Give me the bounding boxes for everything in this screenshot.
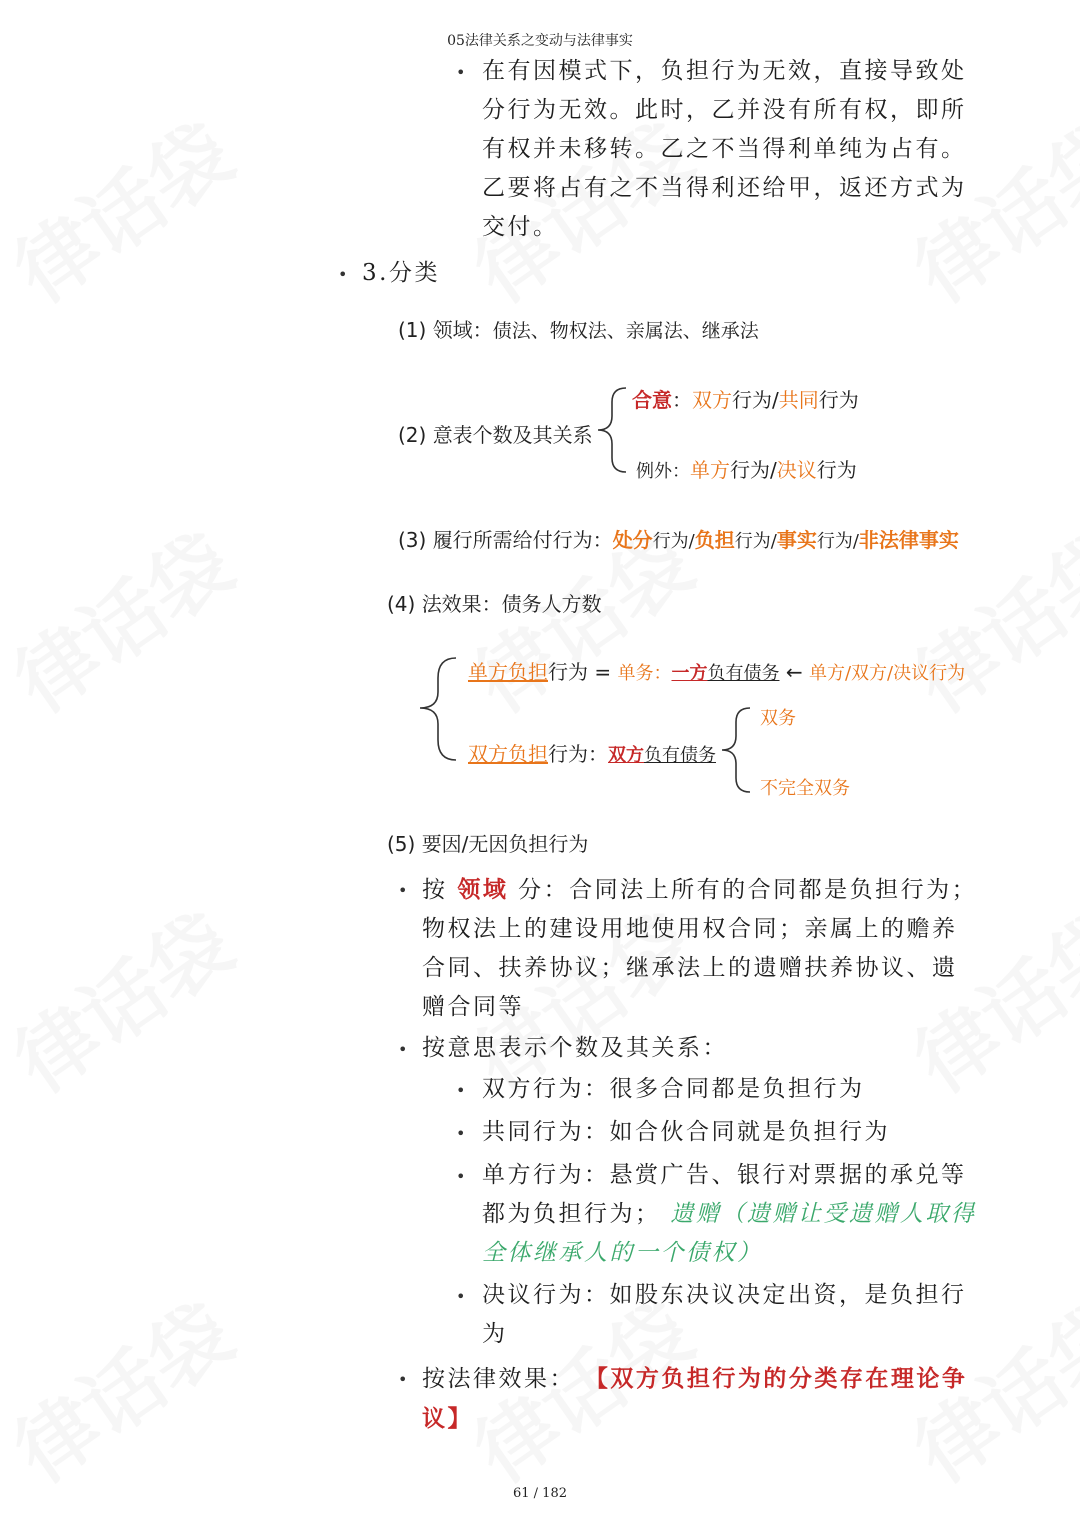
text-line: 有权并未移转。乙之不当得利单纯为占有。 bbox=[482, 136, 967, 162]
category-2-label: (2) 意表个数及其关系 bbox=[398, 423, 593, 447]
text-line: 交付。 bbox=[482, 214, 559, 240]
intent-title: 按意思表示个数及其关系： bbox=[422, 1035, 728, 1061]
keyword: 事实 bbox=[776, 528, 817, 552]
text-line bbox=[482, 1195, 976, 1234]
keyword: 共同 bbox=[778, 388, 819, 412]
keyword: 单方/双方/决议行为 bbox=[808, 663, 966, 684]
text-line bbox=[422, 870, 977, 910]
bullet-dot: • bbox=[456, 1124, 466, 1143]
intent-resolution bbox=[482, 1276, 967, 1354]
keyword: 双方 bbox=[608, 745, 644, 766]
bullet-dot: • bbox=[398, 1040, 408, 1059]
bullet-dot: • bbox=[398, 881, 408, 900]
keyword: 单方 bbox=[690, 458, 730, 482]
text: 行为 bbox=[818, 388, 859, 412]
text: 负有债务 bbox=[707, 663, 780, 684]
bullet-dot: • bbox=[338, 265, 348, 284]
text: 行为/ bbox=[652, 531, 695, 552]
text: 行为/ bbox=[730, 458, 777, 482]
text-line: 议】 bbox=[422, 1405, 473, 1432]
keyword: 非法律事实 bbox=[858, 528, 959, 552]
text-line bbox=[422, 1359, 967, 1399]
label: 例外： bbox=[636, 461, 690, 482]
keyword: 双方 bbox=[692, 388, 732, 412]
domain-paragraph bbox=[422, 870, 977, 1027]
text-line: 决议行为：如股东决议决定出资，是负担行 bbox=[482, 1282, 967, 1308]
bullet-dot: • bbox=[456, 1081, 466, 1100]
text: 分：合同法上所有的合同都是负担行为； bbox=[508, 877, 978, 903]
text-line: 分行为无效。此时，乙并没有所有权，即所 bbox=[482, 97, 967, 123]
text: 行为 = bbox=[548, 660, 618, 684]
text: 行为 bbox=[816, 458, 857, 482]
text: 都为负担行为； bbox=[482, 1201, 661, 1227]
effect-paragraph bbox=[422, 1359, 967, 1438]
keyword: 一方 bbox=[671, 663, 708, 684]
arrow-icon: ← bbox=[779, 660, 809, 684]
keyword: 双方负担 bbox=[468, 742, 548, 766]
text: 按 bbox=[422, 877, 458, 903]
page-header: 05法律关系之变动与法律事实 bbox=[447, 33, 633, 49]
text-line: 赠合同等 bbox=[422, 994, 524, 1020]
category-3 bbox=[398, 524, 959, 553]
text: 行为/ bbox=[732, 388, 779, 412]
text-line: 在有因模式下，负担行为无效，直接导致处 bbox=[482, 58, 967, 84]
category-2-lower bbox=[636, 454, 857, 483]
category-5-label: (5) 要因/无因负担行为 bbox=[387, 832, 589, 856]
text-line: 单方行为：悬赏广告、银行对票据的承兑等 bbox=[482, 1162, 967, 1188]
category-4-single bbox=[468, 656, 965, 685]
text: 负有债务 bbox=[644, 745, 716, 766]
keyword: 处分 bbox=[612, 528, 653, 552]
note-line: 全体继承人的一个债权） bbox=[482, 1240, 763, 1266]
text-line: 为 bbox=[482, 1321, 508, 1347]
category-1 bbox=[398, 314, 759, 343]
separator: ： bbox=[672, 388, 692, 412]
category-4-double bbox=[468, 738, 716, 767]
keyword: 领域 bbox=[457, 876, 509, 903]
text: 按法律效果： bbox=[422, 1366, 575, 1392]
bullet-dot: • bbox=[398, 1370, 408, 1389]
keyword: 负担 bbox=[694, 528, 735, 552]
category-4-incomplete-bilateral: 不完全双务 bbox=[760, 778, 850, 799]
keyword: 合意 bbox=[632, 388, 672, 412]
category-1-items: 债法、物权法、亲属法、继承法 bbox=[492, 320, 759, 342]
category-2-upper bbox=[632, 384, 859, 413]
text: 行为/ bbox=[734, 531, 777, 552]
keyword: 【双方负担行为的分类存在理论争 bbox=[584, 1365, 968, 1392]
intent-joint: 共同行为：如合伙合同就是负担行为 bbox=[482, 1119, 890, 1145]
page-number: 61 / 182 bbox=[513, 1486, 567, 1501]
bullet-dot: • bbox=[456, 63, 466, 82]
category-3-label: (3) 履行所需给付行为： bbox=[398, 528, 613, 552]
section-title: 3.分类 bbox=[362, 260, 440, 286]
category-4-label: (4) 法效果：债务人方数 bbox=[387, 592, 602, 616]
category-4-bilateral: 双务 bbox=[760, 708, 796, 729]
text: 行为： bbox=[548, 742, 608, 766]
intent-unilateral bbox=[482, 1156, 976, 1273]
text-line: 合同、扶养协议；继承法上的遗赠扶养协议、遗 bbox=[422, 955, 958, 981]
text-line: 物权法上的建设用地使用权合同；亲属上的赡养 bbox=[422, 916, 958, 942]
keyword: 决议 bbox=[776, 458, 817, 482]
keyword: 单务： bbox=[617, 663, 672, 684]
note: 遗赠（遗赠让受遗赠人取得 bbox=[670, 1201, 977, 1227]
text: 行为/ bbox=[816, 531, 859, 552]
bullet-dot: • bbox=[456, 1287, 466, 1306]
text-line: 乙要将占有之不当得利还给甲，返还方式为 bbox=[482, 175, 967, 201]
category-1-label: (1) 领域： bbox=[398, 318, 493, 342]
keyword: 单方负担 bbox=[468, 660, 548, 684]
bullet-dot: • bbox=[456, 1167, 466, 1186]
intent-bilateral: 双方行为：很多合同都是负担行为 bbox=[482, 1076, 865, 1102]
